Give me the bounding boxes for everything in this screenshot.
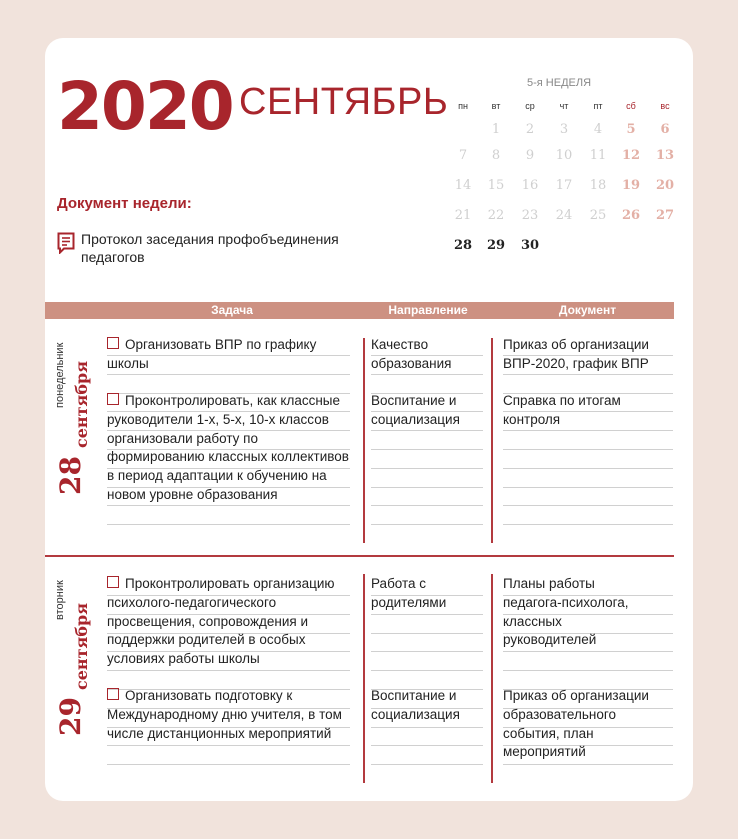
direction-cell: Работа с родителями — [371, 576, 447, 610]
calendar-day: 3 — [559, 122, 569, 137]
year-title: 2020 — [57, 68, 233, 145]
calendar-day: 24 — [555, 208, 573, 223]
task-item[interactable] — [107, 336, 355, 374]
day-separator — [45, 555, 674, 557]
calendar-day: 27 — [655, 208, 675, 223]
calendar-dow: чт — [559, 101, 569, 111]
task-text: Организовать подготовку к Международному дню учителя, в том числе дистанционных мероприятий — [107, 688, 342, 741]
checkbox[interactable] — [107, 576, 119, 588]
calendar-day: 12 — [621, 148, 641, 163]
calendar-day: 2 — [525, 122, 535, 137]
ruled-line — [371, 449, 483, 450]
ruled-line — [107, 505, 350, 506]
ruled-line — [503, 670, 673, 671]
calendar-dow: пн — [458, 101, 468, 111]
calendar-day: 13 — [655, 148, 675, 163]
column-divider — [363, 338, 365, 543]
day-number: 29 — [54, 697, 87, 736]
direction-cell: Воспитание и социализация — [371, 393, 460, 427]
calendar-day: 22 — [487, 208, 505, 223]
ruled-line — [371, 764, 483, 765]
calendar-day: 23 — [521, 208, 539, 223]
document-cell: Справка по итогам контроля — [503, 393, 621, 427]
calendar-day: 18 — [589, 178, 607, 193]
document-cell: Планы работы педагога-психолога, классных руководителей — [503, 576, 629, 648]
calendar-day: 16 — [521, 178, 539, 193]
ruled-line — [107, 745, 350, 746]
ruled-line — [371, 468, 483, 469]
column-header-document: Документ — [558, 303, 617, 317]
task-text: Проконтролировать организацию психолого-педагогического просвещения, сопровождения и поддержки родителей в особых условиях работы школы — [107, 576, 335, 667]
column-header-direction: Направление — [388, 303, 468, 317]
task-item[interactable] — [107, 687, 355, 743]
document-icon — [57, 232, 75, 254]
document-of-week-title: Документ недели: — [57, 195, 192, 212]
direction-cell: Воспитание и социализация — [371, 688, 460, 722]
ruled-line — [371, 670, 483, 671]
calendar-day: 17 — [555, 178, 573, 193]
day-number: 28 — [54, 456, 87, 495]
calendar-day: 4 — [593, 122, 603, 137]
calendar-day: 1 — [491, 122, 501, 137]
ruled-line — [107, 670, 350, 671]
calendar-day: 29 — [486, 238, 506, 253]
ruled-line — [371, 651, 483, 652]
calendar-day: 10 — [555, 148, 573, 163]
calendar-day: 14 — [454, 178, 472, 193]
calendar-dow: вс — [660, 101, 670, 111]
calendar-day: 19 — [621, 178, 641, 193]
ruled-line — [371, 614, 483, 615]
ruled-line — [503, 505, 673, 506]
calendar-day: 26 — [621, 208, 641, 223]
ruled-line — [371, 745, 483, 746]
checkbox[interactable] — [107, 393, 119, 405]
ruled-line — [503, 764, 673, 765]
calendar-day: 7 — [458, 148, 468, 163]
ruled-line — [503, 524, 673, 525]
ruled-line — [503, 449, 673, 450]
table-header — [45, 302, 674, 319]
ruled-line — [107, 374, 350, 375]
day-month: сентября — [72, 602, 91, 690]
calendar-day: 8 — [491, 148, 501, 163]
calendar-day: 6 — [660, 122, 670, 137]
document-cell: Приказ об организации ВПР-2020, график ВПР — [503, 337, 649, 371]
document-of-week-text: Протокол заседания профобъединения педагогов — [81, 231, 339, 265]
calendar-dow: пт — [593, 101, 603, 111]
calendar-day: 28 — [453, 238, 473, 253]
document-cell: Приказ об организации образовательного события, план мероприятий — [503, 688, 649, 760]
ruled-line — [503, 487, 673, 488]
day-month: сентября — [72, 360, 91, 448]
calendar-day: 25 — [589, 208, 607, 223]
task-text: Организовать ВПР по графику школы — [107, 337, 317, 371]
ruled-line — [371, 524, 483, 525]
ruled-line — [371, 633, 483, 634]
weekday-label: вторник — [54, 580, 66, 620]
column-divider — [363, 574, 365, 783]
calendar-day: 30 — [520, 238, 540, 253]
ruled-line — [371, 374, 483, 375]
calendar-day: 11 — [589, 148, 607, 163]
calendar-dow: вт — [491, 101, 501, 111]
direction-cell: Качество образования — [371, 337, 452, 371]
checkbox[interactable] — [107, 337, 119, 349]
calendar-day: 15 — [487, 178, 505, 193]
ruled-line — [371, 505, 483, 506]
task-item[interactable] — [107, 392, 355, 505]
calendar-day: 5 — [626, 122, 636, 137]
month-title: СЕНТЯБРЬ — [239, 81, 449, 123]
task-item[interactable] — [107, 575, 355, 669]
calendar-dow: ср — [525, 101, 535, 111]
ruled-line — [371, 727, 483, 728]
ruled-line — [371, 487, 483, 488]
calendar-day: 20 — [655, 178, 675, 193]
ruled-line — [503, 651, 673, 652]
calendar-day: 21 — [454, 208, 472, 223]
task-text: Проконтролировать, как классные руководители 1-х, 5-х, 10-х классов организовали работу по формированию классных коллективов в период адаптации к обучению на новом уровне образования — [107, 393, 349, 502]
weekday-label: понедельник — [54, 342, 66, 408]
column-divider — [491, 574, 493, 783]
ruled-line — [503, 374, 673, 375]
calendar-day: 9 — [525, 148, 535, 163]
ruled-line — [107, 764, 350, 765]
ruled-line — [371, 430, 483, 431]
week-label: 5-я НЕДЕЛЯ — [527, 77, 592, 89]
ruled-line — [503, 430, 673, 431]
column-divider — [491, 338, 493, 543]
checkbox[interactable] — [107, 688, 119, 700]
ruled-line — [107, 524, 350, 525]
ruled-line — [503, 468, 673, 469]
calendar-dow: сб — [626, 101, 636, 111]
column-header-task: Задача — [211, 303, 253, 317]
